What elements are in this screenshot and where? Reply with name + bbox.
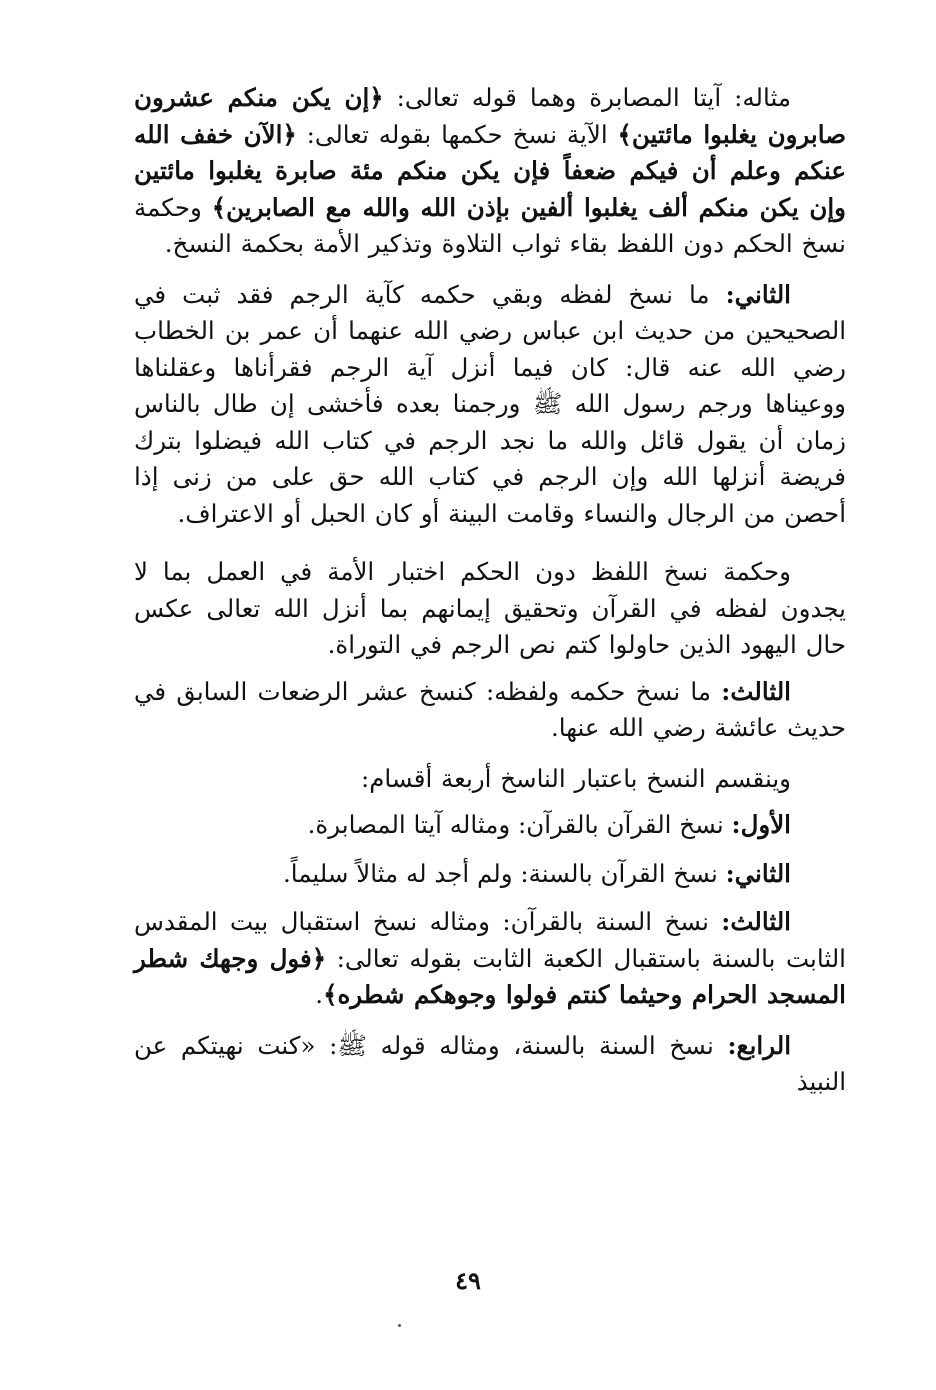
scan-speck [398, 1324, 401, 1327]
paragraph-division-intro [134, 761, 846, 798]
text-run: ما نسخ لفظه وبقي حكمه كآية الرجم فقد ثبت في الصحيحين من حديث ابن عباس رضي الله عنهما أن عمر بن الخطاب رضي الله عنه قال: كان فيما أنزل آية الرجم فقرأناها وعقلناها ووعيناها ورجم رسول الله ﷺ ورجمنا بعده فأخشى إن طال بالناس زمان أن يقول قائل والله ما نجد الرجم في كتاب الله فيضلوا بترك فريضة أنزلها الله وإن الرجم في كتاب الله حق على من زنى إذا أحصن من الرجال والنساء وقامت البينة أو كان الحبل أو الاعتراف. [134, 279, 846, 528]
text-run: وحكمة نسخ الحكم دون اللفظ بقاء ثواب التلاوة وتذكير الأمة بحكمة النسخ. [134, 192, 846, 258]
paragraph-third-type [134, 674, 846, 747]
list-text: نسخ القرآن بالقرآن: ومثاله آيتا المصابرة. [307, 810, 732, 839]
list-term: الأول: [731, 810, 791, 839]
paragraph-fourth-division [134, 1028, 846, 1101]
text-run: . [315, 980, 324, 1009]
page-number: ٤٩ [455, 1266, 481, 1295]
paragraph-example-musabara [134, 80, 846, 263]
quran-verse: ﴿إن يكن منكم عشرون صابرون يغلبوا مائتين﴾ [134, 83, 847, 149]
text-run: نسخ السنة بالسنة، ومثاله قوله ﷺ: «كنت نهيتكم عن النبيذ [134, 1030, 846, 1096]
page-body [134, 80, 846, 1111]
text-run: وينقسم النسخ باعتبار الناسخ أربعة أقسام: [360, 763, 791, 793]
section-term: الثاني: [725, 279, 791, 309]
text-run: وحكمة نسخ اللفظ دون الحكم اختبار الأمة في العمل بما لا يجدون لفظه في القرآن وتحقيق إيمانهم بما أنزل الله تعالى عكس حال اليهود الذين حاولوا كتم نص الرجم في التوراة. [134, 557, 846, 659]
paragraph-third-division [134, 904, 846, 1014]
section-term: الرابع: [727, 1030, 791, 1060]
paragraph-wisdom [134, 554, 846, 664]
paragraph-second-type [134, 277, 846, 533]
text-run: مثاله: آيتا المصابرة وهما قوله تعالى: [383, 83, 791, 112]
quran-verse: ﴿فول وجهك شطر المسجد الحرام وحيثما كنتم فولوا وجوهكم شطره﴾ [134, 943, 846, 1009]
section-term: الثالث: [721, 907, 791, 936]
section-term: الثالث: [721, 676, 791, 706]
quran-verse: ﴿الآن خفف الله عنكم وعلم أن فيكم ضعفاً فإن يكن منكم مئة صابرة يغلبوا مائتين وإن يكن منكم ألف يغلبوا ألفين بإذن الله والله مع الصابرين﴾ [134, 119, 846, 222]
list-term: الثاني: [725, 858, 791, 888]
list-text: نسخ القرآن بالسنة: ولم أجد له مثالاً سليماً. [282, 858, 726, 888]
text-run: نسخ السنة بالقرآن: ومثاله نسخ استقبال بيت المقدس الثابت بالسنة باستقبال الكعبة الثابت بقوله تعالى: [134, 907, 846, 973]
list-item [134, 856, 846, 893]
list-item [134, 807, 846, 844]
text-run: الآية نسخ حكمها بقوله تعالى: [296, 119, 618, 149]
text-run: ما نسخ حكمه ولفظه: كنسخ عشر الرضعات السابق في حديث عائشة رضي الله عنها. [134, 676, 846, 742]
